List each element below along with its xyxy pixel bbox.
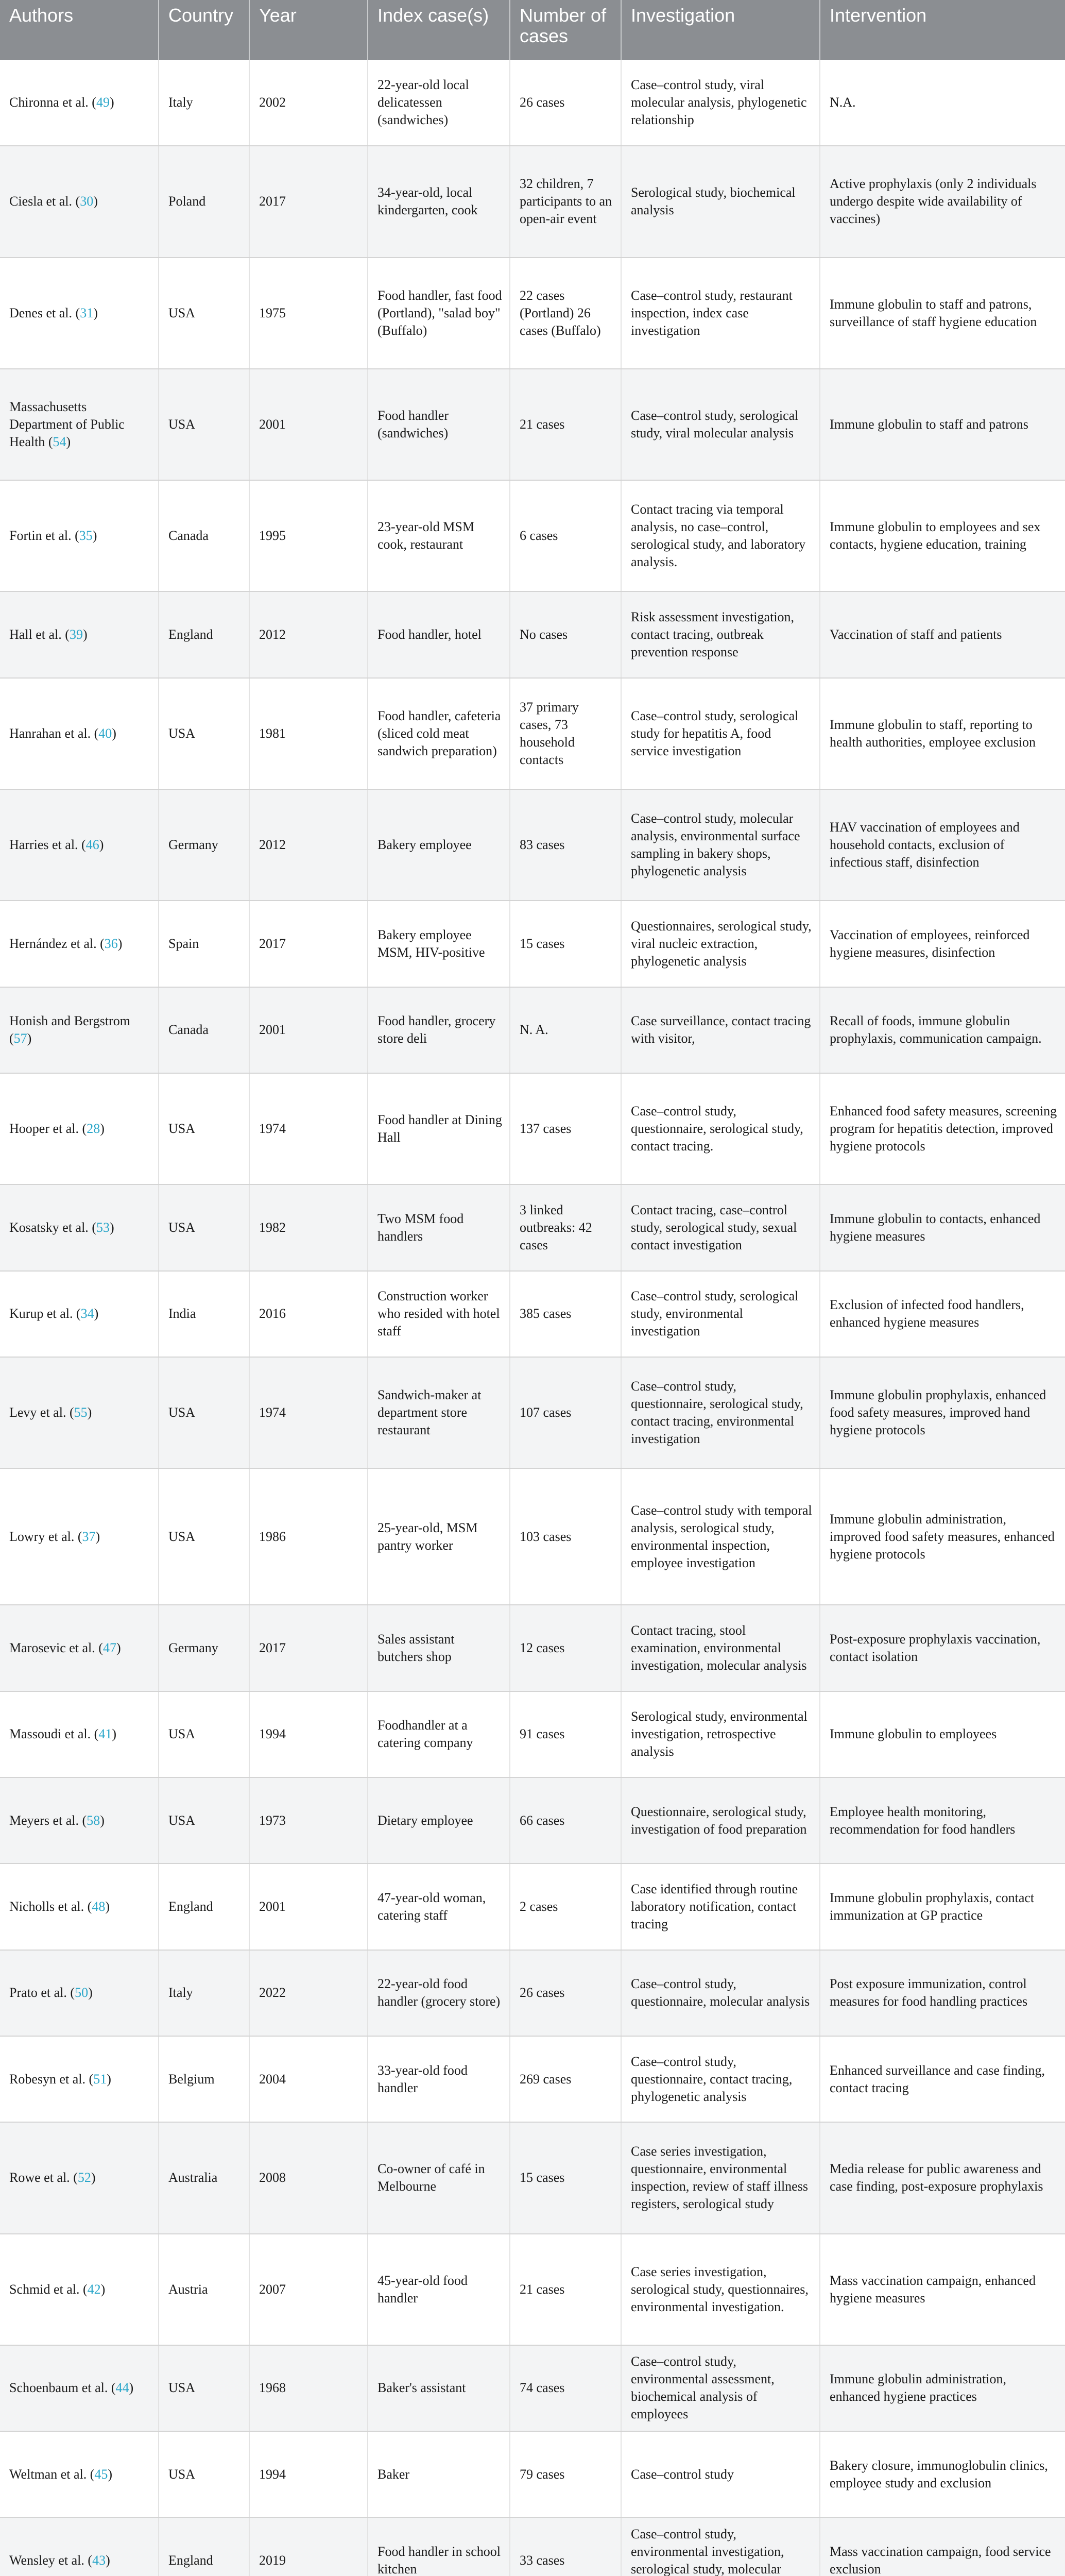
cell-number-of-cases: 74 cases [510, 2345, 621, 2431]
cell-intervention: Immune globulin to staff, reporting to health authorities, employee exclusion [820, 678, 1065, 789]
cell-index-case: Baker [368, 2431, 510, 2517]
reference-link[interactable]: 44 [115, 2380, 129, 2396]
cell-intervention: Immune globulin to staff and patrons, surveillance of staff hygiene education [820, 258, 1065, 369]
table-row [0, 987, 1065, 1073]
author-name: Nicholls et al. [9, 1899, 84, 1914]
cell-intervention: Employee health monitoring, recommendation for food handlers [820, 1777, 1065, 1863]
cell-number-of-cases: 83 cases [510, 789, 621, 901]
cell-year: 2004 [249, 2036, 368, 2122]
cell-country: India [159, 1271, 249, 1357]
cell-investigation: Case–control study, environmental investigation, serological study, molecular [621, 2517, 820, 2576]
cell-investigation: Case–control study, restaurant inspection, index case investigation [621, 258, 820, 369]
cell-number-of-cases: N. A. [510, 987, 621, 1073]
cell-author: Marosevic et al. (47) [0, 1605, 159, 1691]
cell-country: Belgium [159, 2036, 249, 2122]
cell-author: Hall et al. (39) [0, 591, 159, 677]
cell-number-of-cases: 21 cases [510, 369, 621, 480]
cell-country: Italy [159, 60, 249, 146]
cell-year: 2012 [249, 591, 368, 677]
cell-author: Hernández et al. (36) [0, 901, 159, 987]
cell-intervention: Mass vaccination campaign, food service exclusion [820, 2517, 1065, 2576]
cell-country: USA [159, 1468, 249, 1605]
header-number-of-cases: Number of cases [510, 0, 621, 60]
cell-country: Germany [159, 789, 249, 901]
cell-year: 1968 [249, 2345, 368, 2431]
cell-investigation: Risk assessment investigation, contact tracing, outbreak prevention response [621, 591, 820, 677]
author-name: Levy et al. [9, 1404, 66, 1420]
cell-year: 1974 [249, 1073, 368, 1184]
cell-author: Chironna et al. (49) [0, 60, 159, 146]
cell-author: Wensley et al. (43) [0, 2517, 159, 2576]
author-name: Chironna et al. [9, 95, 89, 110]
cell-number-of-cases: 79 cases [510, 2431, 621, 2517]
author-name: Massoudi et al. [9, 1726, 91, 1742]
reference-link[interactable]: 52 [77, 2170, 91, 2185]
cell-country: USA [159, 1184, 249, 1270]
cell-country: Austria [159, 2234, 249, 2345]
cell-year: 2016 [249, 1271, 368, 1357]
header-year: Year [249, 0, 368, 60]
author-name: Hooper et al. [9, 1121, 79, 1137]
cell-investigation: Case–control study [621, 2431, 820, 2517]
cell-author: Kurup et al. (34) [0, 1271, 159, 1357]
cell-country: USA [159, 1777, 249, 1863]
cell-year: 1995 [249, 480, 368, 591]
cell-author: Massachusetts Department of Public Health (54) [0, 369, 159, 480]
cell-year: 1975 [249, 258, 368, 369]
cell-number-of-cases: 3 linked outbreaks: 42 cases [510, 1184, 621, 1270]
cell-number-of-cases: 15 cases [510, 901, 621, 987]
cell-author: Honish and Bergstrom (57) [0, 987, 159, 1073]
author-name: Lowry et al. [9, 1529, 75, 1544]
cell-intervention: Recall of foods, immune globulin prophylaxis, communication campaign. [820, 987, 1065, 1073]
cell-investigation: Case series investigation, serological study, questionnaires, environmental investigation. [621, 2234, 820, 2345]
author-name: Schoenbaum et al. [9, 2380, 108, 2396]
cell-author: Schoenbaum et al. (44) [0, 2345, 159, 2431]
table-row [0, 678, 1065, 789]
cell-investigation: Case–control study, molecular analysis, environmental surface sampling in bakery shops, phylogenetic analysis [621, 789, 820, 901]
cell-year: 2012 [249, 789, 368, 901]
cell-investigation: Case–control study, questionnaire, serological study, contact tracing. [621, 1073, 820, 1184]
cell-author: Kosatsky et al. (53) [0, 1184, 159, 1270]
cell-number-of-cases: 12 cases [510, 1605, 621, 1691]
reference-link[interactable]: 51 [93, 2071, 107, 2087]
cell-investigation: Serological study, biochemical analysis [621, 146, 820, 257]
table-row [0, 591, 1065, 677]
cell-number-of-cases: 33 cases [510, 2517, 621, 2576]
cell-number-of-cases: 107 cases [510, 1357, 621, 1468]
table-row [0, 2517, 1065, 2576]
cell-investigation: Case–control study, questionnaire, serological study, contact tracing, environmental investigation [621, 1357, 820, 1468]
cell-year: 1981 [249, 678, 368, 789]
reference-link[interactable]: 39 [69, 627, 83, 642]
cell-author: Levy et al. (55) [0, 1357, 159, 1468]
cell-number-of-cases: 6 cases [510, 480, 621, 591]
cell-number-of-cases: 2 cases [510, 1863, 621, 1950]
cell-author: Fortin et al. (35) [0, 480, 159, 591]
cell-year: 2022 [249, 1950, 368, 2036]
cell-intervention: Post-exposure prophylaxis vaccination, contact isolation [820, 1605, 1065, 1691]
table-row [0, 1468, 1065, 1605]
author-name: Kosatsky et al. [9, 1219, 89, 1235]
table-row [0, 1357, 1065, 1468]
cell-author: Weltman et al. (45) [0, 2431, 159, 2517]
cell-index-case: 23-year-old MSM cook, restaurant [368, 480, 510, 591]
author-name: Meyers et al. [9, 1812, 79, 1828]
table-row [0, 1777, 1065, 1863]
cell-investigation: Case–control study, serological study for hepatitis A, food service investigation [621, 678, 820, 789]
cell-intervention: N.A. [820, 60, 1065, 146]
reference-link[interactable]: 40 [98, 725, 112, 741]
table-row [0, 2036, 1065, 2122]
cell-number-of-cases: 66 cases [510, 1777, 621, 1863]
header-index-cases: Index case(s) [368, 0, 510, 60]
cell-investigation: Serological study, environmental investigation, retrospective analysis [621, 1691, 820, 1777]
cell-investigation: Case series investigation, questionnaire, environmental inspection, review of staff illness registers, serological study [621, 2122, 820, 2233]
cell-year: 1986 [249, 1468, 368, 1605]
cell-intervention: Immune globulin administration, improved food safety measures, enhanced hygiene protocols [820, 1468, 1065, 1605]
reference-link[interactable]: 34 [80, 1306, 94, 1321]
reference-link[interactable]: 30 [80, 194, 94, 209]
cell-country: England [159, 591, 249, 677]
cell-country: USA [159, 369, 249, 480]
cell-index-case: Food handler (sandwiches) [368, 369, 510, 480]
cell-index-case: Food handler in school kitchen [368, 2517, 510, 2576]
cell-intervention: Enhanced food safety measures, screening program for hepatitis detection, improved hygiene protocols [820, 1073, 1065, 1184]
reference-link[interactable]: 45 [94, 2466, 108, 2482]
cell-index-case: Co-owner of café in Melbourne [368, 2122, 510, 2233]
cell-index-case: Bakery employee [368, 789, 510, 901]
cell-author: Harries et al. (46) [0, 789, 159, 901]
cell-country: Canada [159, 987, 249, 1073]
cell-index-case: 33-year-old food handler [368, 2036, 510, 2122]
reference-link[interactable]: 36 [104, 936, 118, 951]
cell-year: 2001 [249, 1863, 368, 1950]
reference-link[interactable]: 54 [53, 434, 66, 450]
author-name: Kurup et al. [9, 1306, 73, 1321]
author-name: Wensley et al. [9, 2553, 84, 2568]
header-row [0, 0, 1065, 60]
cell-number-of-cases: 22 cases (Portland) 26 cases (Buffalo) [510, 258, 621, 369]
cell-investigation: Questionnaire, serological study, investigation of food preparation [621, 1777, 820, 1863]
cell-index-case: Sandwich-maker at department store restaurant [368, 1357, 510, 1468]
cell-author: Rowe et al. (52) [0, 2122, 159, 2233]
cell-year: 1994 [249, 1691, 368, 1777]
cell-year: 2001 [249, 987, 368, 1073]
cell-investigation: Case–control study, questionnaire, molecular analysis [621, 1950, 820, 2036]
cell-index-case: 47-year-old woman, catering staff [368, 1863, 510, 1950]
author-name: Fortin et al. [9, 528, 72, 544]
cell-investigation: Contact tracing via temporal analysis, no case–control, serological study, and laboratory analysis. [621, 480, 820, 591]
cell-investigation: Questionnaires, serological study, viral nucleic extraction, phylogenetic analysis [621, 901, 820, 987]
table-row [0, 789, 1065, 901]
reference-link[interactable]: 58 [87, 1812, 100, 1828]
author-name: Schmid et al. [9, 2281, 80, 2297]
cell-investigation: Case–control study, serological study, viral molecular analysis [621, 369, 820, 480]
cell-index-case: Two MSM food handlers [368, 1184, 510, 1270]
cell-year: 2019 [249, 2517, 368, 2576]
cell-number-of-cases: 32 children, 7 participants to an open-air event [510, 146, 621, 257]
reference-link[interactable]: 49 [96, 95, 110, 110]
cell-year: 1974 [249, 1357, 368, 1468]
cell-country: England [159, 2517, 249, 2576]
cell-year: 2017 [249, 1605, 368, 1691]
author-name: Marosevic et al. [9, 1640, 95, 1656]
table-row [0, 1184, 1065, 1270]
reference-link[interactable]: 57 [13, 1031, 27, 1046]
cell-investigation: Case–control study, serological study, environmental investigation [621, 1271, 820, 1357]
cell-year: 2017 [249, 146, 368, 257]
table-row [0, 258, 1065, 369]
cell-country: USA [159, 1073, 249, 1184]
cell-intervention: Active prophylaxis (only 2 individuals undergo despite wide availability of vaccines) [820, 146, 1065, 257]
header-investigation: Investigation [621, 0, 820, 60]
cell-country: Spain [159, 901, 249, 987]
header-country: Country [159, 0, 249, 60]
reference-link[interactable]: 53 [96, 1219, 110, 1235]
cell-index-case: Dietary employee [368, 1777, 510, 1863]
cell-intervention: Immune globulin to staff and patrons [820, 369, 1065, 480]
author-name: Hall et al. [9, 627, 62, 642]
table-row [0, 1605, 1065, 1691]
cell-investigation: Case–control study, environmental assessment, biochemical analysis of employees [621, 2345, 820, 2431]
cell-intervention: Immune globulin to employees and sex contacts, hygiene education, training [820, 480, 1065, 591]
cell-intervention: Post exposure immunization, control measures for food handling practices [820, 1950, 1065, 2036]
cell-index-case: Sales assistant butchers shop [368, 1605, 510, 1691]
reference-link[interactable]: 31 [80, 305, 94, 320]
cell-index-case: Food handler, grocery store deli [368, 987, 510, 1073]
table-body [0, 60, 1065, 2576]
cell-year: 1982 [249, 1184, 368, 1270]
table-row [0, 369, 1065, 480]
cell-country: USA [159, 1357, 249, 1468]
cell-country: England [159, 1863, 249, 1950]
author-name: Denes et al. [9, 305, 73, 320]
cell-author: Prato et al. (50) [0, 1950, 159, 2036]
cell-author: Schmid et al. (42) [0, 2234, 159, 2345]
cell-investigation: Contact tracing, stool examination, environmental investigation, molecular analysis [621, 1605, 820, 1691]
reference-link[interactable]: 35 [79, 528, 93, 544]
cell-number-of-cases: 91 cases [510, 1691, 621, 1777]
header-authors: Authors [0, 0, 159, 60]
author-name: Hanrahan et al. [9, 725, 91, 741]
cell-year: 2002 [249, 60, 368, 146]
reference-link[interactable]: 42 [87, 2281, 101, 2297]
cell-investigation: Case–control study, viral molecular analysis, phylogenetic relationship [621, 60, 820, 146]
cell-year: 2007 [249, 2234, 368, 2345]
cell-year: 1994 [249, 2431, 368, 2517]
cell-country: Germany [159, 1605, 249, 1691]
cell-author: Hooper et al. (28) [0, 1073, 159, 1184]
cell-number-of-cases: 385 cases [510, 1271, 621, 1357]
cell-country: USA [159, 2345, 249, 2431]
reference-link[interactable]: 48 [92, 1899, 106, 1914]
cell-number-of-cases: 26 cases [510, 60, 621, 146]
header-intervention: Intervention [820, 0, 1065, 60]
cell-intervention: Immune globulin to employees [820, 1691, 1065, 1777]
cell-author: Nicholls et al. (48) [0, 1863, 159, 1950]
table-row [0, 2122, 1065, 2233]
cell-index-case: Bakery employee MSM, HIV-positive [368, 901, 510, 987]
table-header [0, 0, 1065, 60]
reference-link[interactable]: 28 [87, 1121, 100, 1137]
author-name: Robesyn et al. [9, 2071, 86, 2087]
author-name: Rowe et al. [9, 2170, 70, 2185]
cell-index-case: 22-year-old food handler (grocery store) [368, 1950, 510, 2036]
reference-link[interactable]: 37 [82, 1529, 96, 1544]
cell-index-case: Foodhandler at a catering company [368, 1691, 510, 1777]
cell-intervention: Immune globulin prophylaxis, enhanced food safety measures, improved hand hygiene protocols [820, 1357, 1065, 1468]
cell-author: Lowry et al. (37) [0, 1468, 159, 1605]
cell-number-of-cases: 269 cases [510, 2036, 621, 2122]
cell-index-case: Baker's assistant [368, 2345, 510, 2431]
cell-index-case: 25-year-old, MSM pantry worker [368, 1468, 510, 1605]
cell-investigation: Case–control study, questionnaire, contact tracing, phylogenetic analysis [621, 2036, 820, 2122]
cell-country: Poland [159, 146, 249, 257]
reference-link[interactable]: 41 [98, 1726, 112, 1742]
cell-index-case: Food handler at Dining Hall [368, 1073, 510, 1184]
cell-intervention: Vaccination of employees, reinforced hygiene measures, disinfection [820, 901, 1065, 987]
cell-author: Massoudi et al. (41) [0, 1691, 159, 1777]
cell-country: USA [159, 1691, 249, 1777]
cell-country: USA [159, 678, 249, 789]
cell-year: 1973 [249, 1777, 368, 1863]
table-row [0, 60, 1065, 146]
table-row [0, 1950, 1065, 2036]
cell-intervention: Media release for public awareness and case finding, post-exposure prophylaxis [820, 2122, 1065, 2233]
cell-intervention: Mass vaccination campaign, enhanced hygiene measures [820, 2234, 1065, 2345]
reference-link[interactable]: 55 [74, 1404, 88, 1420]
table-row [0, 1271, 1065, 1357]
cell-year: 2001 [249, 369, 368, 480]
cell-country: Australia [159, 2122, 249, 2233]
author-name: Harries et al. [9, 837, 78, 853]
cell-intervention: Enhanced surveillance and case finding, contact tracing [820, 2036, 1065, 2122]
cell-author: Meyers et al. (58) [0, 1777, 159, 1863]
cell-index-case: Food handler, cafeteria (sliced cold meat sandwich preparation) [368, 678, 510, 789]
cell-investigation: Case–control study with temporal analysis, serological study, environmental inspection, employee investigation [621, 1468, 820, 1605]
cell-intervention: Bakery closure, immunoglobulin clinics, employee study and exclusion [820, 2431, 1065, 2517]
cell-index-case: 22-year-old local delicatessen (sandwiches) [368, 60, 510, 146]
table-row [0, 1073, 1065, 1184]
cell-intervention: Vaccination of staff and patients [820, 591, 1065, 677]
author-name: Weltman et al. [9, 2466, 87, 2482]
author-name: Hernández et al. [9, 936, 97, 951]
cell-country: Italy [159, 1950, 249, 2036]
cell-investigation: Case identified through routine laboratory notification, contact tracing [621, 1863, 820, 1950]
cell-intervention: Immune globulin to contacts, enhanced hygiene measures [820, 1184, 1065, 1270]
table-row [0, 901, 1065, 987]
cell-year: 2017 [249, 901, 368, 987]
cell-year: 2008 [249, 2122, 368, 2233]
table-row [0, 2345, 1065, 2431]
cell-number-of-cases: 103 cases [510, 1468, 621, 1605]
cell-intervention: Immune globulin administration, enhanced hygiene practices [820, 2345, 1065, 2431]
author-name: Prato et al. [9, 1985, 67, 2001]
cell-intervention: HAV vaccination of employees and household contacts, exclusion of infectious staff, disinfection [820, 789, 1065, 901]
cell-author: Robesyn et al. (51) [0, 2036, 159, 2122]
table-row [0, 2234, 1065, 2345]
reference-link[interactable]: 46 [85, 837, 99, 853]
reference-link[interactable]: 47 [102, 1640, 116, 1656]
table-row [0, 146, 1065, 257]
cell-intervention: Immune globulin prophylaxis, contact immunization at GP practice [820, 1863, 1065, 1950]
reference-link[interactable]: 43 [92, 2553, 106, 2568]
cell-author: Denes et al. (31) [0, 258, 159, 369]
cell-index-case: Food handler, fast food (Portland), "salad boy" (Buffalo) [368, 258, 510, 369]
author-name: Massachusetts Department of Public Health [9, 399, 125, 450]
cell-number-of-cases: 21 cases [510, 2234, 621, 2345]
cell-country: Canada [159, 480, 249, 591]
cell-number-of-cases: 37 primary cases, 73 household contacts [510, 678, 621, 789]
cell-country: USA [159, 2431, 249, 2517]
cell-index-case: Food handler, hotel [368, 591, 510, 677]
author-name: Honish and Bergstrom [9, 1013, 130, 1029]
cell-index-case: Construction worker who resided with hotel staff [368, 1271, 510, 1357]
author-name: Ciesla et al. [9, 194, 73, 209]
cell-number-of-cases: 26 cases [510, 1950, 621, 2036]
cell-index-case: 45-year-old food handler [368, 2234, 510, 2345]
cell-author: Hanrahan et al. (40) [0, 678, 159, 789]
table-row [0, 1863, 1065, 1950]
cell-country: USA [159, 258, 249, 369]
cell-index-case: 34-year-old, local kindergarten, cook [368, 146, 510, 257]
reference-link[interactable]: 50 [75, 1985, 89, 2001]
table-row [0, 480, 1065, 591]
cell-investigation: Case surveillance, contact tracing with visitor, [621, 987, 820, 1073]
cell-number-of-cases: No cases [510, 591, 621, 677]
table-row [0, 2431, 1065, 2517]
cell-number-of-cases: 137 cases [510, 1073, 621, 1184]
cell-intervention: Exclusion of infected food handlers, enhanced hygiene measures [820, 1271, 1065, 1357]
cell-investigation: Contact tracing, case–control study, serological study, sexual contact investigation [621, 1184, 820, 1270]
cell-author: Ciesla et al. (30) [0, 146, 159, 257]
table-row [0, 1691, 1065, 1777]
cell-number-of-cases: 15 cases [510, 2122, 621, 2233]
